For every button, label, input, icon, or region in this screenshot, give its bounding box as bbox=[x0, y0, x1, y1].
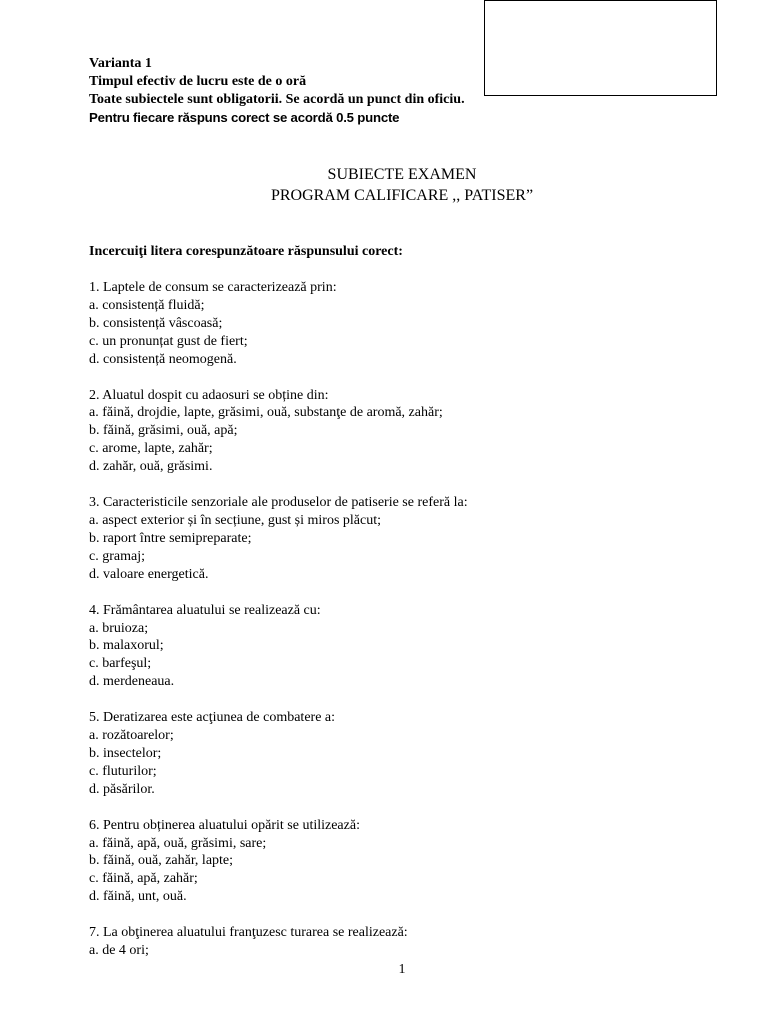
option-d: d. zahăr, ouă, grăsimi. bbox=[89, 459, 213, 475]
question-text: 7. La obţinerea aluatului franţuzesc turarea se realizează: bbox=[89, 925, 408, 941]
option-a: a. rozătoarelor; bbox=[89, 728, 174, 744]
question-2 bbox=[89, 387, 729, 477]
option-d: d. păsărilor. bbox=[89, 781, 155, 797]
question-5 bbox=[89, 709, 729, 799]
question-7 bbox=[89, 924, 729, 960]
page-number: 1 bbox=[398, 962, 406, 977]
option-c: c. un pronunțat gust de fiert; bbox=[89, 333, 248, 349]
option-b: b. raport între semipreparate; bbox=[89, 530, 252, 546]
question-3 bbox=[89, 494, 729, 584]
option-d: d. merdeneaua. bbox=[89, 674, 175, 690]
question-6 bbox=[89, 817, 729, 907]
title-line-2: PROGRAM CALIFICARE ,, PATISER” bbox=[270, 187, 534, 204]
rules-info: Toate subiectele sunt obligatorii. Se acordă un punct din oficiu. bbox=[89, 92, 465, 107]
question-text: 3. Caracteristicile senzoriale ale produselor de patiserie se referă la: bbox=[89, 495, 468, 511]
option-b: b. consistență vâscoasă; bbox=[89, 315, 223, 331]
option-b: b. malaxorul; bbox=[89, 638, 164, 654]
exam-title bbox=[0, 164, 768, 206]
question-text: 2. Aluatul dospit cu adaosuri se obține din: bbox=[89, 387, 329, 403]
question-text: 1. Laptele de consum se caracterizează prin: bbox=[89, 280, 337, 295]
option-b: b. făină, grăsimi, ouă, apă; bbox=[89, 423, 238, 439]
option-d: d. consistență neomogenă. bbox=[89, 351, 237, 367]
option-a: a. de 4 ori; bbox=[89, 943, 149, 959]
question-list bbox=[89, 279, 729, 978]
instruction-text: Incercuiţi litera corespunzătoare răspunsului corect: bbox=[89, 244, 403, 259]
question-text: 4. Frământarea aluatului se realizează cu: bbox=[89, 602, 321, 618]
option-a: a. consistență fluidă; bbox=[89, 297, 205, 313]
option-d: d. făină, unt, ouă. bbox=[89, 889, 187, 905]
question-4 bbox=[89, 602, 729, 692]
option-a: a. făină, apă, ouă, grăsimi, sare; bbox=[89, 835, 267, 851]
option-b: b. făină, ouă, zahăr, lapte; bbox=[89, 853, 234, 869]
title-line-1: SUBIECTE EXAMEN bbox=[327, 166, 477, 183]
option-c: c. arome, lapte, zahăr; bbox=[89, 441, 213, 457]
option-a: a. făină, drojdie, lapte, grăsimi, ouă, substanţe de aromă, zahăr; bbox=[89, 405, 443, 421]
option-a: a. aspect exterior și în secțiune, gust și miros plăcut; bbox=[89, 512, 381, 528]
option-a: a. bruioza; bbox=[89, 620, 149, 636]
variant-label: Varianta 1 bbox=[89, 56, 152, 71]
option-c: c. făină, apă, zahăr; bbox=[89, 871, 198, 887]
option-b: b. insectelor; bbox=[89, 745, 162, 761]
option-c: c. fluturilor; bbox=[89, 763, 157, 779]
question-text: 6. Pentru obținerea aluatului opărit se utilizează: bbox=[89, 817, 360, 833]
exam-header bbox=[89, 55, 729, 127]
option-c: c. barfeşul; bbox=[89, 656, 152, 672]
time-info: Timpul efectiv de lucru este de o oră bbox=[89, 74, 307, 89]
question-text: 5. Deratizarea este acţiunea de combatere a: bbox=[89, 710, 336, 726]
option-d: d. valoare energetică. bbox=[89, 566, 209, 582]
points-info: Pentru fiecare răspuns corect se acordă 0.5 puncte bbox=[89, 110, 400, 125]
option-c: c. gramaj; bbox=[89, 548, 145, 564]
question-1 bbox=[89, 279, 729, 369]
